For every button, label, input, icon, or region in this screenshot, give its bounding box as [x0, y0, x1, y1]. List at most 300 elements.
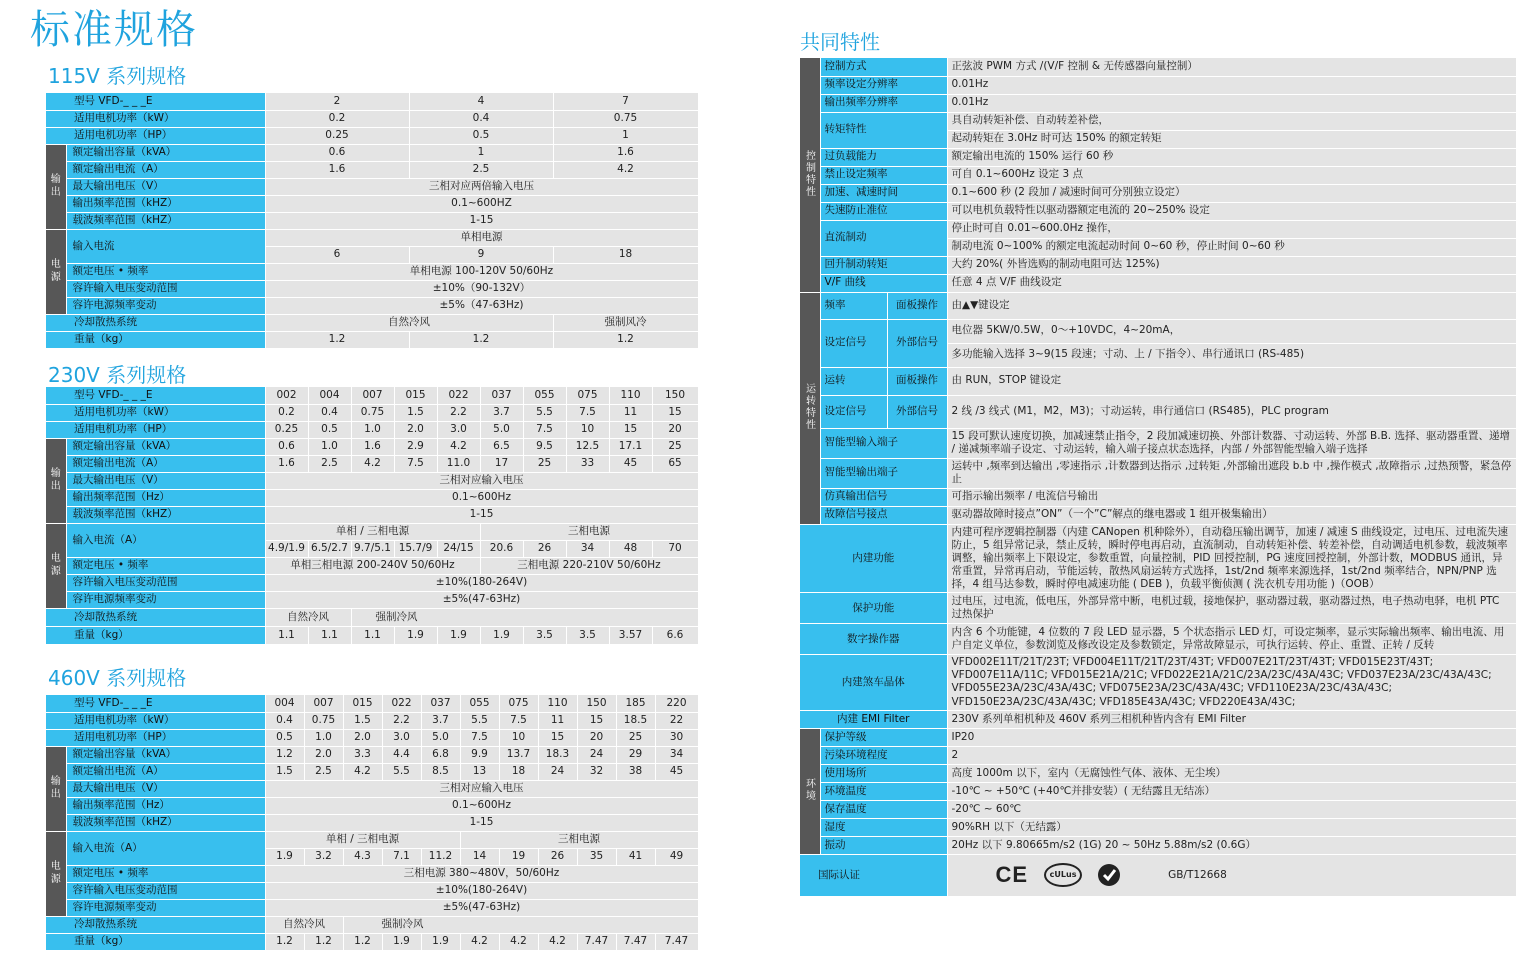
rated-a-label: 额定输出电流（A） [66, 161, 265, 178]
weight-cell: 3.5 [566, 626, 609, 644]
model-cell: 022 [382, 695, 421, 712]
weight-cell: 4.2 [460, 933, 499, 950]
store-temp-value: -20℃ ~ 60℃ [947, 800, 1516, 818]
cert-label: 国际认证 [800, 854, 947, 896]
group-power: 电源 [46, 523, 66, 608]
weight-cell: 4.2 [499, 933, 538, 950]
motor-kw-cell: 11 [609, 404, 652, 421]
in-phase-cell: 单相 / 三相电源 [265, 523, 480, 540]
heading-115v: 115V 系列规格 [48, 64, 187, 88]
brake-unit-value: VFD002E11T/21T/23T; VFD004E11T/21T/23T/43T; VFD007E21T/23T/43T; VFD015E23T/43T; VFD007E11A/11C; VFD015E21A/21C; VFD022E21A/21C/23A/23C/43A/43C; VFD037E23A/23C/43A/43C; VFD055E23A/23C/43A/43C; VFD075E23A/23C/43A/43C; VFD110E23A/23C/43A/43C; VFD150E23A/23C/43A/43C; VFD185E43A/43C; VFD220E43A/43C; [947, 655, 1516, 711]
motor-kw-cell: 2.2 [382, 712, 421, 729]
rated-a-label: 额定输出电流（A） [66, 455, 265, 472]
skip-freq-label: 禁止设定频率 [820, 166, 947, 184]
rated-kva-cell: 6.8 [421, 746, 460, 763]
ext-signal-label: 外部信号 [887, 319, 947, 367]
spec-table-115v [46, 93, 699, 349]
motor-hp-cell: 5.0 [421, 729, 460, 746]
in-current-label: 输入电流（A） [66, 523, 265, 557]
regen-label: 回升制动转矩 [820, 256, 947, 274]
model-cell: 150 [652, 387, 698, 404]
in-phase-cell: 三相电源 [480, 523, 698, 540]
motor-hp-cell: 5.0 [480, 421, 523, 438]
group-env: 环境 [800, 728, 820, 854]
overload-label: 过负载能力 [820, 148, 947, 166]
keypad-value: 内含 6 个功能键，4 位数的 7 段 LED 显示器，5 个状态指示 LED 灯，可设定频率，显示实际输出频率、输出电流、用户自定义单位，参数浏览及修改设定及参数锁定，异常故障显示，可执行运转、停止、重置、正转 / 反转 [947, 624, 1516, 655]
f-tol-label: 容许电源频率变动 [66, 899, 265, 916]
cooling-forced-cell: 强制冷风 [343, 916, 698, 933]
brake-unit-label: 内建煞车晶体 [800, 655, 947, 711]
in-current-cell: 1.9 [265, 848, 304, 865]
model-cell: 7 [553, 93, 698, 110]
f-tol-cell: ±5%(47-63Hz) [265, 899, 698, 916]
cooling-label: 冷却散热系统 [46, 608, 265, 626]
rated-kva-cell: 4.2 [437, 438, 480, 455]
model-cell: 075 [499, 695, 538, 712]
freq-range-label: 输出频率范围（Hz） [66, 797, 265, 814]
max-v-label: 最大输出电压（V） [66, 472, 265, 489]
in-current-label: 输入电流 [66, 229, 265, 263]
regen-value: 大约 20%( 外皆选购的制动电阻可达 125%) [947, 256, 1516, 274]
motor-hp-cell: 0.25 [265, 127, 409, 144]
in-current-cell: 14 [460, 848, 499, 865]
ul-mark-icon: cULus [1044, 863, 1082, 887]
freq-range-label: 输出频率范围（Hz） [66, 489, 265, 506]
motor-kw-cell: 18.5 [616, 712, 655, 729]
run-label: 运转 [820, 367, 887, 395]
weight-cell: 7.47 [577, 933, 616, 950]
motor-kw-cell: 15 [577, 712, 616, 729]
motor-kw-cell: 7.5 [499, 712, 538, 729]
freq-range-cell: 0.1~600Hz [265, 489, 698, 506]
carrier-label: 载波频率范围（kHZ） [66, 814, 265, 831]
weight-cell: 1.1 [308, 626, 351, 644]
f-tol-cell: ±5%(47-63Hz) [265, 591, 698, 608]
cooling-natural-cell: 自然冷风 [265, 314, 553, 331]
v-tol-cell: ±10%（90-132V） [265, 280, 698, 297]
rated-kva-cell: 12.5 [566, 438, 609, 455]
v-tol-label: 容许输入电压变动范围 [66, 280, 265, 297]
motor-hp-cell: 0.5 [409, 127, 553, 144]
ctrl-mode-value: 正弦波 PWM 方式 /(V/F 控制 & 无传感器向量控制） [947, 58, 1516, 76]
group-power: 电源 [46, 831, 66, 916]
rated-vf-cell: 单相三相电源 200-240V 50/60Hz [265, 557, 480, 574]
weight-cell: 7.47 [616, 933, 655, 950]
motor-kw-cell: 0.75 [351, 404, 394, 421]
motor-kw-label: 适用电机功率（kW） [46, 712, 265, 729]
cooling-natural-cell: 自然冷风 [265, 916, 343, 933]
ip-label: 保护等级 [820, 728, 947, 746]
freq-label: 频率 [820, 292, 887, 319]
motor-kw-cell: 5.5 [523, 404, 566, 421]
max-v-cell: 三相对应输入电压 [265, 780, 698, 797]
model-cell: 150 [577, 695, 616, 712]
motor-kw-cell: 15 [652, 404, 698, 421]
rated-vf-label: 额定电压 • 频率 [66, 865, 265, 882]
smart-out-label: 智能型输出端子 [820, 458, 947, 488]
rated-kva-cell: 1.0 [308, 438, 351, 455]
rated-a-cell: 5.5 [382, 763, 421, 780]
weight-cell: 3.5 [523, 626, 566, 644]
set-signal-label: 设定信号 [820, 395, 887, 428]
rated-kva-cell: 25 [652, 438, 698, 455]
in-current-cell: 6.5/2.7 [308, 540, 351, 557]
in-current-cell: 3.2 [304, 848, 343, 865]
weight-cell: 3.57 [609, 626, 652, 644]
model-label: 型号 VFD-_ _ _E [46, 387, 265, 404]
ip-value: IP20 [947, 728, 1516, 746]
weight-cell: 1.9 [394, 626, 437, 644]
rated-vf-cell: 三相电源 220-210V 50/60Hz [480, 557, 698, 574]
accel-label: 加速、减速时间 [820, 184, 947, 202]
freq-range-label: 输出频率范围（kHZ） [66, 195, 265, 212]
model-cell: 004 [265, 695, 304, 712]
motor-kw-cell: 1.5 [394, 404, 437, 421]
in-current-cell: 4.3 [343, 848, 382, 865]
rated-kva-cell: 1.6 [351, 438, 394, 455]
rated-a-label: 额定输出电流（A） [66, 763, 265, 780]
model-cell: 110 [538, 695, 577, 712]
motor-kw-cell: 7.5 [566, 404, 609, 421]
rated-kva-cell: 34 [655, 746, 698, 763]
rated-a-cell: 32 [577, 763, 616, 780]
motor-kw-cell: 0.4 [265, 712, 304, 729]
motor-kw-label: 适用电机功率（kW） [46, 110, 265, 127]
rated-kva-cell: 13.7 [499, 746, 538, 763]
rated-a-cell: 11.0 [437, 455, 480, 472]
rated-a-cell: 1.5 [265, 763, 304, 780]
freq-out-res-value: 0.01Hz [947, 94, 1516, 112]
rated-a-cell: 7.5 [394, 455, 437, 472]
motor-hp-cell: 0.5 [308, 421, 351, 438]
cooling-label: 冷却散热系统 [46, 916, 265, 933]
ce-mark-icon: CE [995, 862, 1029, 888]
ctick-mark-icon [1098, 864, 1120, 886]
motor-kw-cell: 22 [655, 712, 698, 729]
motor-kw-cell: 2.2 [437, 404, 480, 421]
vibration-label: 振动 [820, 836, 947, 854]
rated-vf-cell: 单相电源 100-120V 50/60Hz [265, 263, 698, 280]
model-cell: 037 [421, 695, 460, 712]
rated-vf-label: 额定电压 • 频率 [66, 263, 265, 280]
protect-label: 保护功能 [800, 593, 947, 624]
keypad-label: 数字操作器 [800, 624, 947, 655]
rated-a-cell: 45 [609, 455, 652, 472]
cooling-label: 冷却散热系统 [46, 314, 265, 331]
in-current-cell: 70 [652, 540, 698, 557]
motor-hp-cell: 3.0 [437, 421, 480, 438]
ctrl-mode-label: 控制方式 [820, 58, 947, 76]
spec-table-460v [46, 695, 699, 951]
motor-kw-cell: 0.2 [265, 404, 308, 421]
rated-kva-cell: 0.6 [265, 438, 308, 455]
f-tol-label: 容许电源频率变动 [66, 591, 265, 608]
emi-label: 内建 EMI Filter [800, 710, 947, 728]
motor-hp-cell: 10 [499, 729, 538, 746]
cooling-forced-cell: 强制冷风 [351, 608, 698, 626]
model-cell: 4 [409, 93, 553, 110]
weight-label: 重量（kg） [46, 933, 265, 950]
model-cell: 037 [480, 387, 523, 404]
rated-kva-cell: 2.0 [304, 746, 343, 763]
model-cell: 015 [394, 387, 437, 404]
weight-label: 重量（kg） [46, 626, 265, 644]
cooling-natural-cell: 自然冷风 [265, 608, 351, 626]
rated-kva-label: 额定输出容量（kVA） [66, 144, 265, 161]
rated-kva-cell: 9.9 [460, 746, 499, 763]
carrier-label: 载波频率范围（kHZ） [66, 506, 265, 523]
motor-kw-cell: 11 [538, 712, 577, 729]
in-current-cell: 15.7/9 [394, 540, 437, 557]
motor-kw-cell: 0.4 [409, 110, 553, 127]
max-v-label: 最大输出电压（V） [66, 178, 265, 195]
smart-in-label: 智能型输入端子 [820, 428, 947, 458]
motor-kw-cell: 0.75 [304, 712, 343, 729]
group-power: 电源 [46, 229, 66, 314]
in-current-cell: 24/15 [437, 540, 480, 557]
rated-kva-cell: 24 [577, 746, 616, 763]
spec-table-230v [46, 387, 699, 645]
rated-a-cell: 25 [523, 455, 566, 472]
motor-kw-cell: 1.5 [343, 712, 382, 729]
weight-cell: 1.2 [343, 933, 382, 950]
motor-hp-cell: 1.0 [351, 421, 394, 438]
in-current-cell: 35 [577, 848, 616, 865]
max-v-label: 最大输出电压（V） [66, 780, 265, 797]
builtin-value: 内建可程序逻辑控制器（内建 CANopen 机种除外），自动稳压输出调节，加速 / 减速 S 曲线设定，过电压、过电流失速防止，5 组异常记录，禁止反转，瞬时停电再启动，直流制动，自动转矩补偿、转差补偿，自动调适电机参数，载波频率调整，输出频率上下限设定，参数重置，向量控制，PID 回授控制，PG 速度回授控制，外部计数，MODBUS 通讯，异常重置，异常再启动，节能运转，散热风扇运转方式选择，1st/2nd 频率来源选择，1st/2nd 频率结合，NPN/PNP 选择，4 组马达参数，瞬时停电减速功能 ( DEB )，负载平衡侦测 ( 洗衣机专用功能 )（OOB） [947, 524, 1516, 593]
carrier-label: 载波频率范围（kHZ） [66, 212, 265, 229]
fault-label: 故障信号接点 [820, 506, 947, 524]
rated-a-cell: 4.2 [343, 763, 382, 780]
motor-hp-cell: 1 [553, 127, 698, 144]
motor-hp-cell: 10 [566, 421, 609, 438]
freq-ext-value-1: 电位器 5KW/0.5W，0～+10VDC，4~20mA， [947, 319, 1516, 343]
rated-kva-cell: 3.3 [343, 746, 382, 763]
analog-out-value: 可指示输出频率 / 电流信号输出 [947, 488, 1516, 506]
max-v-cell: 三相对应两倍输入电压 [265, 178, 698, 195]
carrier-cell: 1-15 [265, 814, 698, 831]
v-tol-label: 容许输入电压变动范围 [66, 882, 265, 899]
model-cell: 055 [523, 387, 566, 404]
model-cell: 075 [566, 387, 609, 404]
freq-panel-value: 由▲▼键设定 [947, 292, 1516, 319]
rated-kva-cell: 29 [616, 746, 655, 763]
in-current-cell: 4.9/1.9 [265, 540, 308, 557]
in-current-cell: 26 [523, 540, 566, 557]
humidity-label: 湿度 [820, 818, 947, 836]
model-cell: 022 [437, 387, 480, 404]
motor-hp-cell: 0.5 [265, 729, 304, 746]
motor-hp-cell: 3.0 [382, 729, 421, 746]
weight-cell: 1.9 [437, 626, 480, 644]
motor-kw-cell: 0.75 [553, 110, 698, 127]
model-cell: 002 [265, 387, 308, 404]
cert-value [947, 854, 1516, 896]
torque-value-1: 具自动转矩补偿、自动转差补偿， [947, 112, 1516, 130]
motor-hp-cell: 7.5 [460, 729, 499, 746]
freq-range-cell: 0.1~600Hz [265, 797, 698, 814]
motor-kw-cell: 0.4 [308, 404, 351, 421]
in-phase-cell: 单相 / 三相电源 [265, 831, 460, 848]
weight-cell: 1.2 [553, 331, 698, 348]
motor-kw-cell: 5.5 [460, 712, 499, 729]
humidity-value: 90%RH 以下（无结露） [947, 818, 1516, 836]
in-current-cell: 19 [499, 848, 538, 865]
rated-a-cell: 1.6 [265, 161, 409, 178]
dc-brake-label: 直流制动 [820, 220, 947, 256]
rated-a-cell: 65 [652, 455, 698, 472]
freq-ext-value-2: 多功能输入选择 3~9(15 段速；寸动、上 / 下指令）、串行通讯口 (RS-485) [947, 343, 1516, 367]
weight-cell: 1.2 [265, 331, 409, 348]
motor-hp-cell: 25 [616, 729, 655, 746]
in-current-cell: 6 [265, 246, 409, 263]
motor-hp-cell: 20 [577, 729, 616, 746]
in-current-cell: 9.7/5.1 [351, 540, 394, 557]
motor-kw-cell: 0.2 [265, 110, 409, 127]
weight-cell: 1.9 [421, 933, 460, 950]
motor-hp-cell: 2.0 [394, 421, 437, 438]
model-cell: 2 [265, 93, 409, 110]
heading-230v: 230V 系列规格 [48, 363, 187, 387]
freq-set-res-value: 0.01Hz [947, 76, 1516, 94]
rated-vf-cell: 三相电源 380~480V，50/60Hz [265, 865, 698, 882]
rated-kva-cell: 6.5 [480, 438, 523, 455]
rated-a-cell: 45 [655, 763, 698, 780]
rated-vf-label: 额定电压 • 频率 [66, 557, 265, 574]
group-control: 控制特性 [800, 58, 820, 292]
model-cell: 110 [609, 387, 652, 404]
gb-standard: GB/T12668 [1168, 868, 1227, 881]
smart-out-value: 运转中 ,频率到达输出 ,零速指示 ,计数器到达指示 ,过转矩 ,外部输出遮段 b.b 中 ,操作模式 ,故障指示 ,过热预警，紧急停止 [947, 458, 1516, 488]
weight-cell: 1.2 [304, 933, 343, 950]
motor-hp-cell: 15 [609, 421, 652, 438]
rated-a-cell: 33 [566, 455, 609, 472]
weight-label: 重量（kg） [46, 331, 265, 348]
in-phase-cell: 三相电源 [460, 831, 698, 848]
vf-value: 任意 4 点 V/F 曲线设定 [947, 274, 1516, 292]
group-output: 输出 [46, 746, 66, 831]
page-title: 标准规格 [30, 7, 198, 53]
v-tol-label: 容许输入电压变动范围 [66, 574, 265, 591]
weight-cell: 7.47 [655, 933, 698, 950]
motor-hp-cell: 20 [652, 421, 698, 438]
rated-kva-cell: 9.5 [523, 438, 566, 455]
emi-value: 230V 系列单相机种及 460V 系列三相机种皆内含有 EMI Filter [947, 710, 1516, 728]
store-temp-label: 保存温度 [820, 800, 947, 818]
run-panel-value: 由 RUN，STOP 键设定 [947, 367, 1516, 395]
motor-hp-cell: 15 [538, 729, 577, 746]
motor-hp-cell: 7.5 [523, 421, 566, 438]
heading-common: 共同特性 [800, 30, 880, 54]
rated-a-cell: 4.2 [351, 455, 394, 472]
weight-cell: 1.2 [409, 331, 553, 348]
rated-a-cell: 17 [480, 455, 523, 472]
f-tol-label: 容许电源频率变动 [66, 297, 265, 314]
rated-kva-cell: 4.4 [382, 746, 421, 763]
motor-hp-label: 适用电机功率（HP） [46, 421, 265, 438]
rated-a-cell: 18 [499, 763, 538, 780]
in-phase-cell: 单相电源 [265, 229, 698, 246]
builtin-label: 内建功能 [800, 524, 947, 593]
panel-op-label: 面板操作 [887, 292, 947, 319]
model-cell: 220 [655, 695, 698, 712]
smart-in-value: 15 段可默认速度切换，加减速禁止指令，2 段加减速切换、外部计数器、寸动运转、外部 B.B. 选择、驱动器重置、递增 / 递减频率端子设定、寸动运转，输入端子接点状态选择，内部 / 外部智能型输入端子选择 [947, 428, 1516, 458]
motor-kw-cell: 3.7 [480, 404, 523, 421]
torque-value-2: 起动转矩在 3.0Hz 时可达 150% 的额定转矩 [947, 130, 1516, 148]
dc-brake-value-1: 停止时可自 0.01~600.0Hz 操作， [947, 220, 1516, 238]
pollution-value: 2 [947, 746, 1516, 764]
v-tol-cell: ±10%(180-264V) [265, 574, 698, 591]
carrier-cell: 1-15 [265, 506, 698, 523]
rated-a-cell: 1.6 [265, 455, 308, 472]
vf-label: V/F 曲线 [820, 274, 947, 292]
heading-460v: 460V 系列规格 [48, 666, 187, 690]
location-label: 使用场所 [820, 764, 947, 782]
motor-kw-cell: 3.7 [421, 712, 460, 729]
motor-hp-cell: 0.25 [265, 421, 308, 438]
rated-kva-cell: 18.3 [538, 746, 577, 763]
weight-cell: 1.1 [265, 626, 308, 644]
model-label: 型号 VFD-_ _ _E [46, 93, 265, 110]
stall-value: 可以电机负载特性以驱动器额定电流的 20~250% 设定 [947, 202, 1516, 220]
rated-a-cell: 38 [616, 763, 655, 780]
model-cell: 004 [308, 387, 351, 404]
rated-a-cell: 2.5 [308, 455, 351, 472]
model-cell: 007 [304, 695, 343, 712]
fault-value: 驱动器故障时接点”ON”（一个”C”解点的继电器或 1 组开极集输出） [947, 506, 1516, 524]
group-output: 输出 [46, 438, 66, 523]
v-tol-cell: ±10%(180-264V) [265, 882, 698, 899]
pollution-label: 污染环境程度 [820, 746, 947, 764]
motor-kw-label: 适用电机功率（kW） [46, 404, 265, 421]
location-value: 高度 1000m 以下，室内（无腐蚀性气体、液体、无尘埃） [947, 764, 1516, 782]
accel-value: 0.1~600 秒 (2 段加 / 减速时间可分别独立设定） [947, 184, 1516, 202]
in-current-cell: 26 [538, 848, 577, 865]
model-cell: 015 [343, 695, 382, 712]
vibration-value: 20Hz 以下 9.80665m/s2 (1G) 20 ~ 50Hz 5.88m/s2 (0.6G） [947, 836, 1516, 854]
model-label: 型号 VFD-_ _ _E [46, 695, 265, 712]
motor-hp-cell: 1.0 [304, 729, 343, 746]
weight-cell: 1.9 [382, 933, 421, 950]
motor-hp-label: 适用电机功率（HP） [46, 127, 265, 144]
rated-kva-cell: 0.6 [265, 144, 409, 161]
carrier-cell: 1-15 [265, 212, 698, 229]
model-cell: 055 [460, 695, 499, 712]
skip-freq-value: 可自 0.1~600Hz 设定 3 点 [947, 166, 1516, 184]
in-current-cell: 48 [609, 540, 652, 557]
rated-kva-cell: 1.2 [265, 746, 304, 763]
set-signal-label: 设定信号 [820, 319, 887, 367]
rated-a-cell: 13 [460, 763, 499, 780]
freq-out-res-label: 输出频率分辨率 [820, 94, 947, 112]
motor-hp-label: 适用电机功率（HP） [46, 729, 265, 746]
stall-label: 失速防止准位 [820, 202, 947, 220]
f-tol-cell: ±5%（47-63Hz) [265, 297, 698, 314]
weight-cell: 4.2 [538, 933, 577, 950]
rated-kva-cell: 1.6 [553, 144, 698, 161]
weight-cell: 1.1 [351, 626, 394, 644]
motor-hp-cell: 2.0 [343, 729, 382, 746]
rated-a-cell: 2.5 [409, 161, 553, 178]
model-cell: 007 [351, 387, 394, 404]
ext-signal-label: 外部信号 [887, 395, 947, 428]
run-ext-value: 2 线 /3 线式 (M1，M2，M3)；寸动运转，串行通信口 (RS485)，PLC program [947, 395, 1516, 428]
in-current-label: 输入电流（A） [66, 831, 265, 865]
overload-value: 额定输出电流的 150% 运行 60 秒 [947, 148, 1516, 166]
freq-set-res-label: 频率设定分辨率 [820, 76, 947, 94]
dc-brake-value-2: 制动电流 0~100% 的额定电流起动时间 0~60 秒，停止时间 0~60 秒 [947, 238, 1516, 256]
weight-cell: 1.9 [480, 626, 523, 644]
